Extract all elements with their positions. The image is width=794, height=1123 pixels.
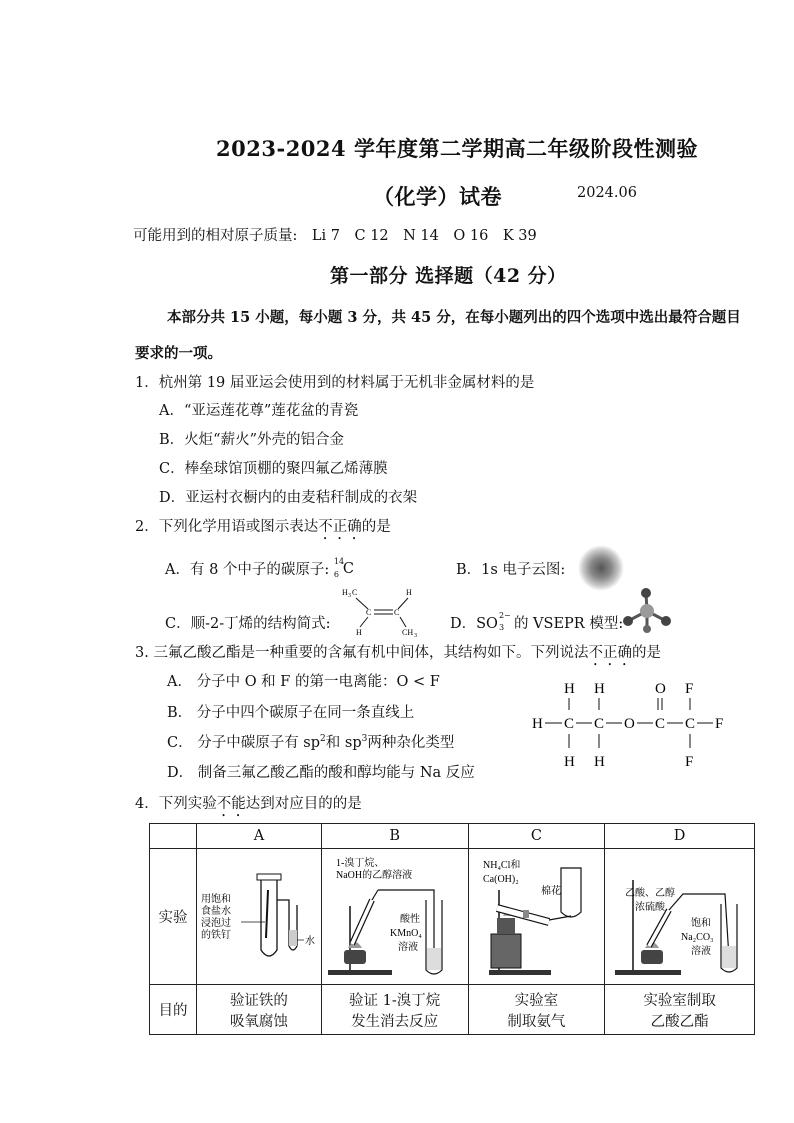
svg-text:棉花: 棉花: [540, 885, 561, 897]
row-label-purpose: 目的: [150, 985, 197, 1035]
svg-text:溶液: 溶液: [397, 941, 418, 953]
apparatus-b: [321, 849, 468, 985]
svg-text:O: O: [624, 716, 635, 732]
svg-text:溶液: 溶液: [691, 945, 712, 957]
q4-stem: 4．下列实验不能达到对应目的的是: [135, 796, 362, 812]
svg-text:NaOH的乙醇溶液: NaOH的乙醇溶液: [335, 869, 412, 881]
atomic-masses: 可能用到的相对原子质量: Li 7 C 12 N 14 O 16 K 39: [133, 228, 537, 244]
svg-text:KMnO₄: KMnO₄: [389, 927, 422, 939]
exam-date: 2024.06: [577, 185, 637, 201]
q3-stem: 3. 三氟乙酸乙酯是一种重要的含氟有机中间体，其结构如下。下列说法不正确的是: [135, 645, 661, 661]
svg-text:H: H: [406, 588, 412, 597]
q2-option-d: D．SO 2− 3 的 VSEPR 模型:: [450, 611, 624, 632]
svg-text:H: H: [532, 716, 543, 732]
q3-option-a: A． 分子中 O 和 F 的第一电离能：O < F: [167, 674, 440, 690]
q1-stem: 1．杭州第 19 届亚运会使用到的材料属于无机非金属材料的是: [135, 375, 535, 391]
q2-option-b: B．1s 电子云图:: [456, 562, 566, 578]
svg-text:C: C: [564, 716, 575, 732]
table-row: [150, 849, 755, 985]
table-header: C: [468, 824, 605, 849]
q3-option-b: B． 分子中四个碳原子在同一条直线上: [167, 705, 415, 721]
svg-text:3: 3: [348, 593, 351, 599]
purpose-d: 实验室制取 乙酸乙酯: [605, 985, 755, 1035]
svg-text:乙酸、乙醇: 乙酸、乙醇: [625, 887, 676, 899]
svg-text:NH₄Cl和: NH₄Cl和: [482, 859, 520, 871]
svg-text:H: H: [594, 681, 605, 697]
table-row: [150, 985, 755, 1035]
instructions-line2: 要求的一项。: [135, 345, 222, 362]
purpose-b: 验证 1-溴丁烷 发生消去反应: [321, 985, 468, 1035]
svg-text:食盐水: 食盐水: [201, 905, 232, 917]
svg-text:C: C: [394, 608, 400, 617]
svg-text:F: F: [685, 681, 694, 697]
subtitle: （化学）试卷: [373, 184, 502, 209]
svg-text:用饱和: 用饱和: [201, 893, 232, 905]
ethyl-trifluoroacetate-structure: [528, 678, 733, 772]
q1-option-d: D．亚运村衣橱内的由麦秸秆制成的衣架: [159, 490, 418, 506]
svg-text:C: C: [366, 608, 372, 617]
q3-option-c: C． 分子中碳原子有 $sp^2$和 $sp^3$两种杂化类型: [167, 734, 455, 751]
svg-text:3: 3: [414, 633, 417, 639]
page-title: 2023-2024 学年度第二学期高二年级阶段性测验: [216, 136, 698, 161]
table-header: [150, 824, 197, 849]
svg-text:C: C: [685, 716, 696, 732]
table-header: B: [321, 824, 468, 849]
svg-text:C: C: [594, 716, 605, 732]
purpose-a: 验证铁的 吸氧腐蚀: [197, 985, 322, 1035]
svg-text:O: O: [655, 681, 666, 697]
svg-text:H: H: [594, 754, 605, 770]
cis-2-butene-structure: [340, 585, 430, 640]
apparatus-d: [605, 849, 755, 985]
apparatus-c: [468, 849, 605, 985]
svg-text:Ca(OH)₂: Ca(OH)₂: [482, 873, 519, 885]
q2-option-c: C．顺-2-丁烯的结构简式:: [165, 616, 331, 632]
vsepr-model-icon: [622, 587, 672, 635]
svg-text:H: H: [342, 588, 348, 597]
table-header: A: [197, 824, 322, 849]
svg-text:H: H: [564, 754, 575, 770]
svg-text:1-溴丁烷、: 1-溴丁烷、: [335, 857, 385, 869]
q2-option-a: A．有 8 个中子的碳原子: 14 6 C: [165, 557, 355, 579]
instructions-line1: 本部分共 15 小题，每小题 3 分，共 45 分，在每小题列出的四个选项中选出最符合题目: [167, 309, 741, 326]
svg-text:C: C: [655, 716, 666, 732]
apparatus-a: [197, 849, 322, 985]
q1-option-a: A．“亚运莲花尊”莲花盆的青瓷: [159, 403, 359, 419]
row-label-experiment: 实验: [150, 849, 197, 985]
q1-option-b: B．火炬“薪火”外壳的铝合金: [159, 432, 344, 448]
svg-text:浓硫酸: 浓硫酸: [635, 901, 666, 913]
purpose-c: 实验室 制取氨气: [468, 985, 605, 1035]
svg-text:H: H: [356, 628, 362, 637]
table-header-row: [150, 824, 755, 849]
svg-text:酸性: 酸性: [399, 913, 420, 925]
q3-option-d: D． 制备三氟乙酸乙酯的酸和醇均能与 Na 反应: [167, 765, 475, 781]
svg-text:C: C: [352, 588, 358, 597]
q2-stem: 2．下列化学用语或图示表达不正确的是: [135, 519, 391, 535]
electron-cloud-icon: [571, 543, 631, 593]
part-title: 第一部分 选择题（42 分）: [330, 265, 567, 287]
experiment-table: [149, 823, 755, 1035]
svg-text:Na₂CO₃: Na₂CO₃: [681, 931, 714, 943]
svg-text:饱和: 饱和: [691, 917, 712, 929]
svg-text:F: F: [715, 716, 724, 732]
table-header: D: [605, 824, 755, 849]
svg-text:H: H: [564, 681, 575, 697]
svg-text:浸泡过: 浸泡过: [201, 917, 232, 929]
svg-text:的铁钉: 的铁钉: [201, 929, 232, 941]
q1-option-c: C．棒垒球馆顶棚的聚四氟乙烯薄膜: [159, 461, 388, 477]
svg-text:CH: CH: [402, 628, 414, 637]
svg-text:F: F: [685, 754, 694, 770]
svg-text:水: 水: [305, 935, 316, 947]
